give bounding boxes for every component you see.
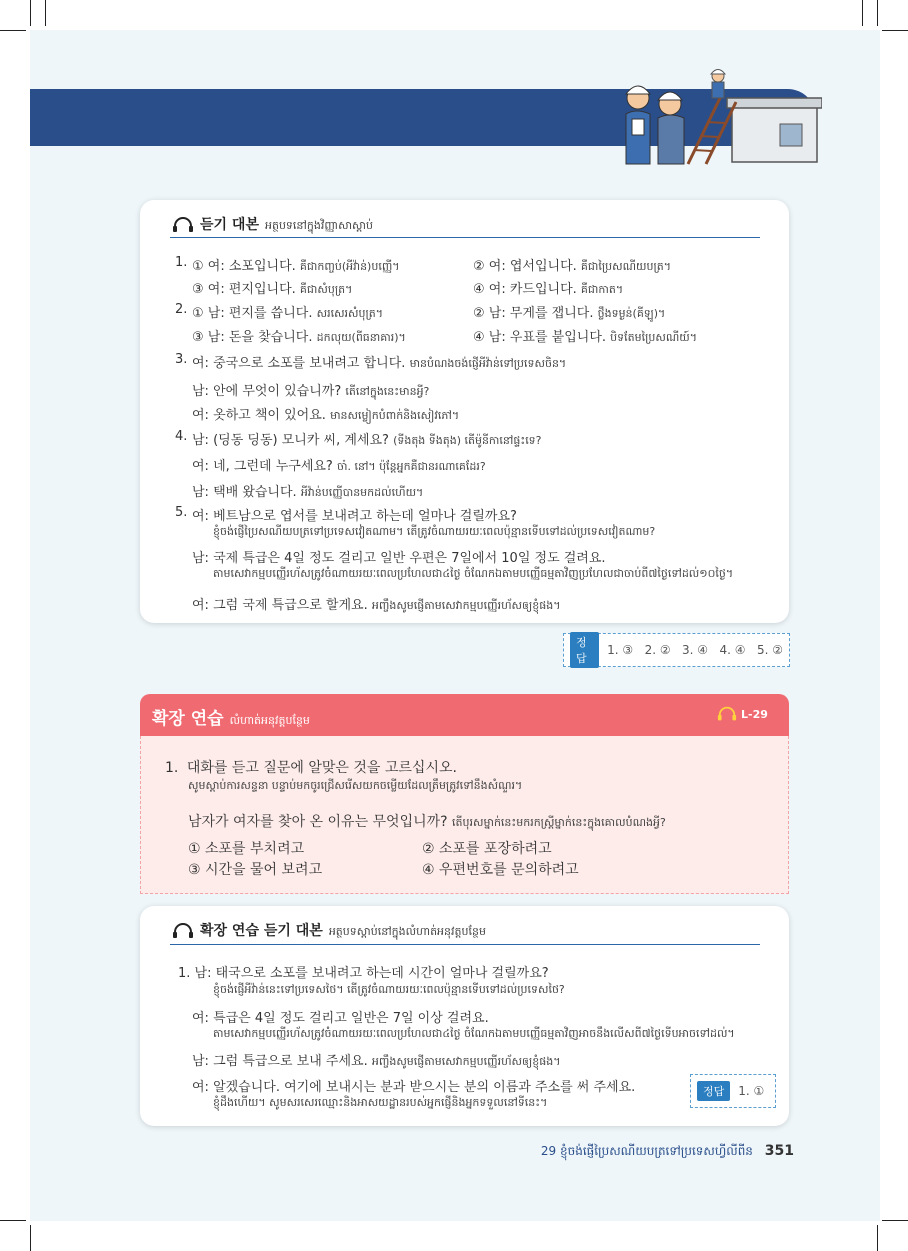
script-line-ko: 여: 그럼 국제 특급으로 할게요. [192, 598, 368, 613]
crop-mark [862, 0, 863, 26]
script-line-km: ថ្លឹងទម្ងន់(គីឡូ)។ [597, 307, 666, 320]
listening-script-title-km: អត្ថបទនៅក្នុងវិញ្ញាសាស្តាប់ [264, 219, 373, 232]
line-number: 4. [175, 429, 188, 444]
crop-mark [882, 1220, 908, 1221]
crop-mark [30, 0, 31, 26]
chapter-title: 29 ខ្ញុំចង់ផ្ញើប្រៃសណីយបត្រទៅប្រទេសហ្វីលីពីន [540, 1144, 753, 1158]
crop-mark [877, 0, 878, 26]
script-line-ko: 여: 옷하고 책이 있어요. [192, 408, 326, 423]
crop-mark [877, 1225, 878, 1251]
line-number: 5. [175, 505, 188, 520]
script-line [192, 404, 459, 425]
script2-line-3 [192, 1050, 560, 1071]
script-line-ko: 여: 베트남으로 엽서를 보내려고 하는데 얼마나 걸릴까요? [192, 509, 517, 524]
headphones-icon [717, 706, 737, 722]
ask-text: 남자가 여자를 찾아 온 이유는 무엇입니까? [188, 814, 448, 830]
script-line [192, 455, 486, 476]
script-line-ko: 여: 네, 그런데 누구세요? [192, 459, 333, 474]
practice-title: 확장 연습 [152, 709, 224, 729]
script-line-right [473, 278, 623, 299]
script-line-translation: តាមសេវាកម្មបញ្ញើរហ័សត្រូវចំណាយរយៈពេលប្រហែលជា៤ថ្ងៃ ចំណែកឯតាមបញ្ញើធម្មតាវិញប្រហែលជាចាប់ពី៧ថ្ងៃទៅដល់១០ថ្ងៃ។ [213, 567, 734, 580]
crop-mark [0, 30, 26, 31]
script2-line-3-ko: 남: 그럼 특급으로 보내 주세요. [192, 1054, 368, 1069]
construction-workers-illustration [612, 64, 822, 170]
line-number: 1. [175, 255, 188, 270]
script-line-km: អញ្ចឹងសូមផ្ញើតាមសេវាកម្មបញ្ញើរហ័សឲ្យខ្ញុំផង។ [371, 599, 561, 612]
page-footer [541, 1143, 794, 1161]
question-line [165, 757, 457, 777]
script-line-right [473, 302, 665, 323]
practice-header [152, 704, 310, 730]
script-line-ko: ② 남: 무게를 잽니다. [473, 306, 594, 321]
answer-tag: 정답 [570, 632, 599, 668]
option-4[interactable]: ④ 우편번호를 문의하려고 [422, 862, 579, 878]
crop-mark [30, 1225, 31, 1251]
answer-values: 1. ① [738, 1084, 765, 1098]
script-line-km: តើនៅក្នុងនេះមានអ្វី? [345, 385, 430, 398]
divider [170, 237, 760, 238]
crop-mark [45, 0, 46, 26]
script-line-ko: ③ 남: 돈을 찾습니다. [192, 330, 313, 345]
crop-mark [882, 30, 908, 31]
audio-track[interactable] [717, 706, 768, 722]
script-line-ko: ① 남: 편지를 씁니다. [192, 306, 313, 321]
practice-script-title-km: អត្ថបទស្តាប់នៅក្នុងលំហាត់អនុវត្តបន្ថែម [328, 925, 486, 938]
question-number: 1. [165, 760, 179, 776]
ask-line [188, 811, 666, 832]
script-line-km: គឺជាសំបុត្រ។ [299, 283, 353, 296]
script2-line-1-km: ខ្ញុំចង់ផ្ញើអីវ៉ាន់នេះទៅប្រទេសថៃ។ តើត្រូវចំណាយរយៈពេលប៉ុន្មានទើបទៅដល់ប្រទេសថៃ? [213, 983, 565, 996]
script-line [192, 547, 606, 566]
ask-text-km: តើបុរសម្នាក់នេះមករកស្ត្រីម្នាក់នេះក្នុងគោលបំណងអ្វី? [452, 816, 666, 829]
option-2[interactable]: ② 소포를 포장하려고 [422, 841, 552, 857]
headphones-icon [172, 923, 194, 939]
headphones-icon [172, 217, 194, 233]
question-text-km: សូមស្តាប់ការសន្ទនា បន្ទាប់មកចូរជ្រើសរើសយកចម្លើយដែលត្រឹមត្រូវទៅនឹងសំណួរ។ [188, 779, 523, 792]
question-text: 대화를 듣고 질문에 알맞은 것을 고르십시오. [186, 760, 457, 776]
script-line [192, 255, 400, 276]
practice-script-header [172, 920, 486, 941]
script2-line-4-km: ខ្ញុំដឹងហើយ។ សូមសរសេរឈ្មោះនិងអាសយដ្ឋានរបស់អ្នកផ្ញើនិងអ្នកទទួលនៅទីនេះ។ [213, 1096, 548, 1109]
script-line-ko: ① 여: 소포입니다. [192, 259, 296, 274]
script-line-km: អីវ៉ាន់បញ្ញើបានមកដល់ហើយ។ [300, 486, 424, 499]
script2-line-4: 여: 알겠습니다. 여기에 보내시는 분과 받으시는 분의 이름과 주소를 써 주세요. [192, 1080, 636, 1095]
script-line [192, 302, 383, 323]
script-line-ko: ② 여: 엽서입니다. [473, 259, 577, 274]
script-line-ko: ③ 여: 편지입니다. [192, 282, 296, 297]
script-line-km: គឺជាប្រៃសណីយបត្រ។ [580, 260, 671, 273]
script-line-right [473, 255, 671, 276]
script-line [192, 278, 352, 299]
script-line [192, 326, 406, 347]
page-number: 351 [764, 1143, 794, 1159]
practice-title-km: លំហាត់អនុវត្តបន្ថែម [229, 714, 310, 727]
script-line [192, 352, 566, 373]
script-line-km: មានបំណងចង់ផ្ញើអីវ៉ាន់ទៅប្រទេសចិន។ [409, 357, 567, 370]
script-line [192, 481, 423, 502]
line-number: 3. [175, 352, 188, 367]
answer-tag: 정답 [697, 1081, 730, 1101]
script-line-right [473, 326, 697, 347]
answer-box [690, 1074, 776, 1108]
answer-box [563, 633, 790, 667]
script-line-ko: 여: 중국으로 소포를 보내려고 합니다. [192, 356, 406, 371]
listening-script-header [172, 214, 373, 235]
script2-line-3-km: អញ្ចឹងសូមផ្ញើតាមសេវាកម្មបញ្ញើរហ័សឲ្យខ្ញុំផង។ [371, 1055, 561, 1068]
script2-line-1: 1. 남: 태국으로 소포를 보내려고 하는데 시간이 얼마나 걸릴까요? [178, 966, 549, 981]
listening-script-title: 듣기 대본 [200, 217, 259, 233]
practice-script-title: 확장 연습 듣기 대본 [200, 923, 323, 939]
crop-mark [0, 1220, 26, 1221]
script2-line-2: 여: 특급은 4일 정도 걸리고 일반은 7일 이상 걸려요. [192, 1011, 489, 1026]
line-number: 2. [175, 302, 188, 317]
script-line [192, 594, 560, 615]
script-line-km: បិទតែមប្រៃសណីយ៍។ [610, 331, 697, 344]
answer-values: 1. ③ 2. ② 3. ④ 4. ④ 5. ② [607, 643, 783, 657]
script2-line-2-km: តាមសេវាកម្មបញ្ញើរហ័សត្រូវចំណាយរយៈពេលប្រហែលជា៤ថ្ងៃ ចំណែកឯតាមបញ្ញើធម្មតាវិញអាចនឹងលើសពី៧ថ្ងៃទើបអាចទៅដល់។ [213, 1027, 735, 1040]
audio-track-label: L-29 [741, 707, 768, 721]
script-line-ko: 남: (딩동 딩동) 모니카 씨, 계세요? [192, 433, 389, 448]
script-line-km: គឺជាកញ្ចប់(អីវ៉ាន់)បញ្ញើ។ [299, 260, 400, 273]
script-line [192, 505, 517, 524]
script-line-km: មានសម្លៀកបំពាក់និងសៀវភៅ។ [330, 409, 460, 422]
script-line [192, 429, 542, 450]
script-line-km: (ទីងតុង ទីងតុង) តើម៉ូនីកានៅផ្ទះទេ? [393, 434, 542, 447]
script-line-km: ដកលុយ(ពីធនាគារ)។ [316, 331, 406, 344]
divider [170, 944, 760, 945]
script-line-ko: 남: 택배 왔습니다. [192, 485, 297, 500]
script-line-km: គឺជាកាត។ [580, 283, 624, 296]
option-3[interactable]: ③ 시간을 물어 보려고 [188, 862, 323, 878]
script-line-km: សរសេរសំបុត្រ។ [316, 307, 384, 320]
script-line-translation: ខ្ញុំចង់ផ្ញើប្រៃសណីយបត្រទៅប្រទេសវៀតណាម។ តើត្រូវចំណាយរយៈពេលប៉ុន្មានទើបទៅដល់ប្រទេសវៀតណាម? [213, 525, 656, 538]
option-1[interactable]: ① 소포를 부치려고 [188, 841, 305, 857]
script-line-km: ចា៎. នៅ។ ប៉ុន្តែអ្នកគឺជានរណាគេដែរ? [336, 460, 486, 473]
script-line-ko: ④ 남: 우표를 붙입니다. [473, 330, 607, 345]
script-line-ko: 남: 국제 특급은 4일 정도 걸리고 일반 우편은 7일에서 10일 정도 걸려요. [192, 551, 606, 566]
script-line [192, 380, 429, 401]
script-line-ko: ④ 여: 카드입니다. [473, 282, 577, 297]
script-line-ko: 남: 안에 무엇이 있습니까? [192, 384, 342, 399]
